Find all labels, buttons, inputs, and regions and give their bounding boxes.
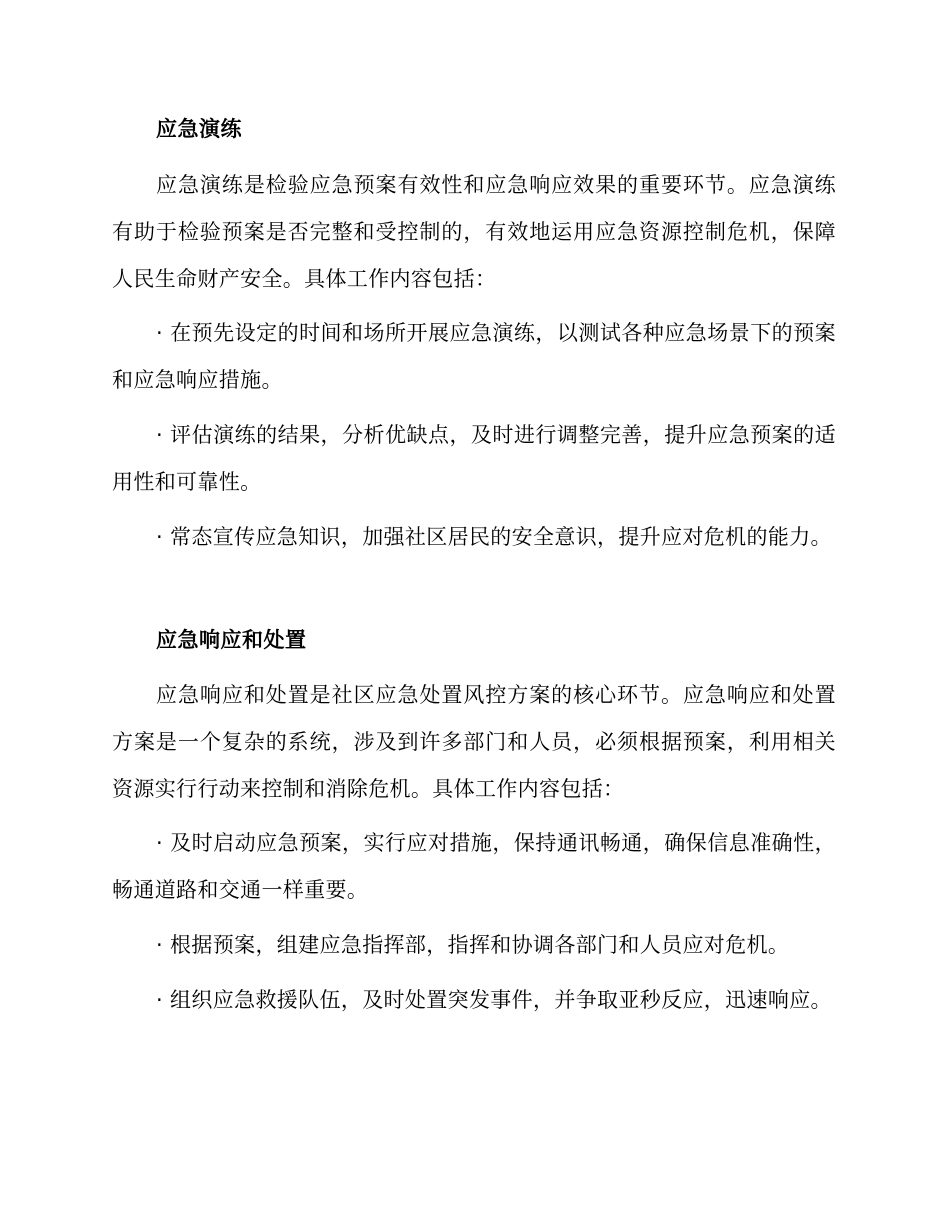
bullet-item: · 及时启动应急预案，实行应对措施，保持通讯畅通，确保信息准确性，畅通道路和交通一样重要。 xyxy=(112,831,836,902)
bullet-item: · 常态宣传应急知识，加强社区居民的安全意识，提升应对危机的能力。 xyxy=(156,525,832,549)
bullet-item: · 根据预案，组建应急指挥部，指挥和协调各部门和人员应对危机。 xyxy=(156,933,790,957)
bullet-item: · 在预先设定的时间和场所开展应急演练，以测试各种应急场景下的预案和应急响应措施。 xyxy=(112,321,836,392)
section-heading-response: 应急响应和处置 xyxy=(156,628,307,652)
section-intro-response: 应急响应和处置是社区应急处置风控方案的核心环节。应急响应和处置方案是一个复杂的系统，涉及到许多部门和人员，必须根据预案，利用相关资源实行行动来控制和消除危机。具体工作内容包括： xyxy=(112,683,836,801)
bullet-item: · 组织应急救援队伍，及时处置突发事件，并争取亚秒反应，迅速响应。 xyxy=(156,988,832,1012)
section-heading-drill: 应急演练 xyxy=(156,117,242,141)
bullet-item: · 评估演练的结果，分析优缺点，及时进行调整完善，提升应急预案的适用性和可靠性。 xyxy=(112,423,836,494)
section-intro-drill: 应急演练是检验应急预案有效性和应急响应效果的重要环节。应急演练有助于检验预案是否完整和受控制的，有效地运用应急资源控制危机，保障人民生命财产安全。具体工作内容包括： xyxy=(112,173,836,291)
